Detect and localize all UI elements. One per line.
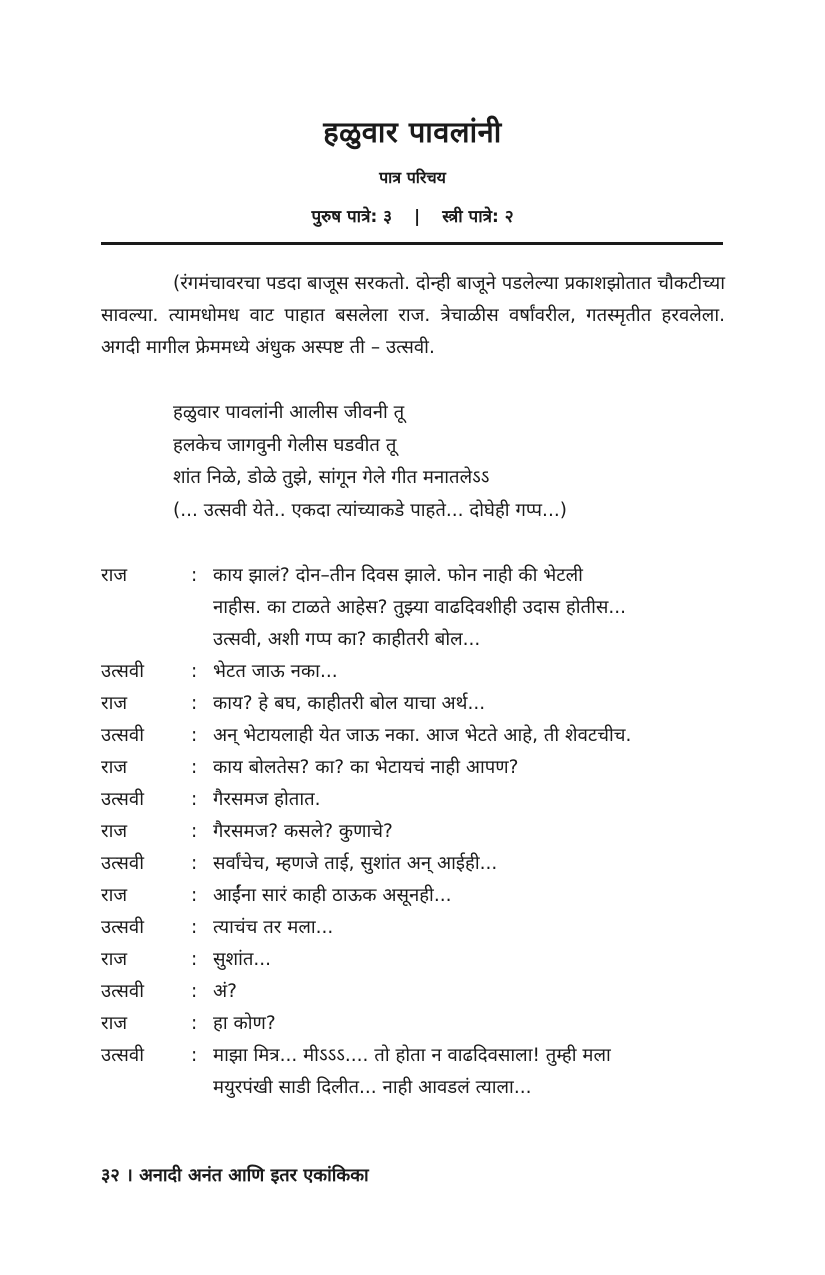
speaker-name: राज <box>101 949 128 970</box>
speech-text: माझा मित्र... मीऽऽऽ.... तो होता न वाढदिवसाला! तुम्ही मला मयुरपंखी साडी दिलीत... नाही आवडलं त्याला... <box>213 1045 611 1098</box>
song-line: हलकेच जागवुनी गेलीस घडवीत तू <box>173 434 397 456</box>
song-line: शांत निळे, डोळे तुझे, सांगून गेले गीत मनातलेऽऽ <box>173 467 490 488</box>
speaker-colon: : <box>191 917 198 938</box>
dialogue-line <box>101 976 731 1008</box>
speech-text: हा कोण? <box>213 1013 276 1034</box>
speaker-colon: : <box>191 789 198 810</box>
dialogue-line <box>101 944 731 976</box>
dialogue-line <box>101 720 731 752</box>
character-intro-heading: पात्र परिचय <box>379 168 446 187</box>
speaker-name: उत्सवी <box>101 725 145 746</box>
dialogue-list <box>101 560 731 1104</box>
speaker-colon: : <box>191 885 198 906</box>
male-characters-count: पुरुष पात्रे: ३ <box>311 207 393 227</box>
speaker-colon: : <box>191 853 198 874</box>
speaker-name: राज <box>101 693 128 714</box>
speaker-name: राज <box>101 1013 128 1034</box>
dialogue-line <box>101 784 731 816</box>
speech-text: भेटत जाऊ नका... <box>213 661 338 682</box>
speaker-name: राज <box>101 757 128 778</box>
dialogue-line <box>101 688 731 720</box>
stage-direction <box>101 268 725 364</box>
speech-text: त्याचंच तर मला... <box>213 917 334 938</box>
dialogue-line <box>101 880 731 912</box>
speaker-name: राज <box>101 821 128 842</box>
speaker-colon: : <box>191 693 198 714</box>
speaker-colon: : <box>191 949 198 970</box>
play-title: हळुवार पावलांनी <box>323 115 502 149</box>
speech-text: काय? हे बघ, काहीतरी बोल याचा अर्थ... <box>213 693 486 714</box>
speaker-colon: : <box>191 981 198 1002</box>
speaker-name: उत्सवी <box>101 661 145 682</box>
speaker-colon: : <box>191 725 198 746</box>
speaker-name: उत्सवी <box>101 1045 145 1066</box>
speaker-colon: : <box>191 757 198 778</box>
dialogue-line <box>101 1040 731 1104</box>
speaker-colon: : <box>191 1013 198 1034</box>
speech-text: काय झालं? दोन–तीन दिवस झाले. फोन नाही की भेटली नाहीस. का टाळते आहेस? तुझ्या वाढदिवशीही उदास होतीस... उत्सवी, अशी गप्प का? काहीतरी बोल... <box>213 565 627 650</box>
speech-text: अं? <box>213 981 237 1002</box>
dialogue-line <box>101 656 731 688</box>
speaker-name: उत्सवी <box>101 981 145 1002</box>
female-characters-count: स्त्री पात्रे: २ <box>442 207 514 227</box>
speech-text: सर्वांचेच, म्हणजे ताई, सुशांत अन् आईही... <box>213 853 498 874</box>
speech-text: गैरसमज? कसले? कुणाचे? <box>213 821 393 842</box>
speech-text: आईंना सारं काही ठाऊक असूनही... <box>213 885 452 906</box>
dialogue-line <box>101 816 731 848</box>
speech-text: सुशांत... <box>213 949 272 970</box>
dialogue-line <box>101 1008 731 1040</box>
speaker-colon: : <box>191 565 198 586</box>
dialogue-line <box>101 912 731 944</box>
cast-separator: | <box>414 207 421 227</box>
speaker-name: राज <box>101 565 128 586</box>
speech-text: काय बोलतेस? का? का भेटायचं नाही आपण? <box>213 757 519 778</box>
dialogue-line <box>101 848 731 880</box>
speaker-name: उत्सवी <box>101 789 145 810</box>
song-line: (... उत्सवी येते.. एकदा त्यांच्याकडे पाहते... दोघेही गप्प...) <box>173 499 567 521</box>
song-verse <box>173 397 733 527</box>
dialogue-line <box>101 560 731 656</box>
speaker-colon: : <box>191 1045 198 1066</box>
speech-text: अन् भेटायलाही येत जाऊ नका. आज भेटते आहे, ती शेवटचीच. <box>213 725 632 746</box>
page-footer: ३२ । अनादी अनंत आणि इतर एकांकिका <box>101 1165 369 1186</box>
speaker-name: उत्सवी <box>101 917 145 938</box>
speech-text: गैरसमज होतात. <box>213 789 321 810</box>
cast-summary <box>0 204 825 227</box>
header-divider <box>101 242 723 245</box>
speaker-name: राज <box>101 885 128 906</box>
speaker-colon: : <box>191 821 198 842</box>
song-line: हळुवार पावलांनी आलीस जीवनी तू <box>173 402 405 423</box>
dialogue-line <box>101 752 731 784</box>
speaker-name: उत्सवी <box>101 853 145 874</box>
stage-direction-text: (रंगमंचावरचा पडदा बाजूस सरकतो. दोन्ही बाजूने पडलेल्या प्रकाशझोतात चौकटीच्या सावल्या. त्यामधोमध वाट पाहात बसलेला राज. त्रेचाळीस वर्षांवरील, गतस्मृतीत हरवलेला. अगदी मागील फ्रेममध्ये अंधुक अस्पष्ट ती – उत्सवी. <box>101 273 725 358</box>
speaker-colon: : <box>191 661 198 682</box>
